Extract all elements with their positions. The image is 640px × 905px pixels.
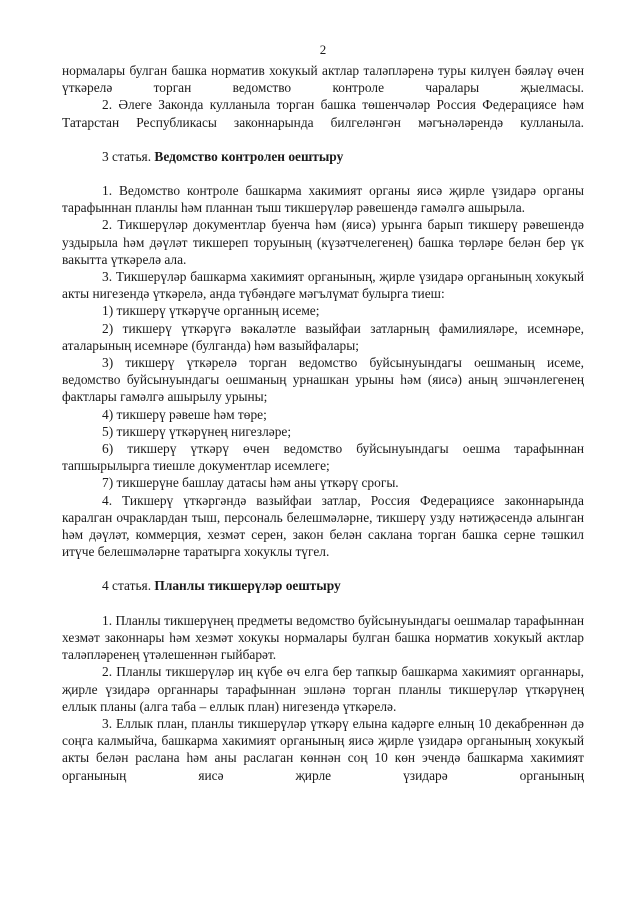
- paragraph: 2. Тикшерүләр документлар буенча һәм (яисә) урынга барып тикшерү рәвешендә уздырыла һәм дәүләт тикшереп торуының (күзәтчелегенең) башка төрләре белән бер үк вакытта үткәрелә ала.: [62, 217, 584, 267]
- paragraph: 2) тикшерү үткәрүгә вәкаләтле вазыйфаи затларның фамилияләре, исемнәре, аталарының исемнәре (булганда) һәм вазыйфалары;: [62, 320, 584, 353]
- paragraph: нормалары булган башка норматив хокукый актлар таләпләренә туры килүен бәяләү өчен үткәрелә торган ведомство контроле чаралары җыелмасы.: [62, 63, 584, 96]
- spacer: [62, 560, 584, 577]
- paragraph: 5) тикшерү үткәрүнең нигезләре;: [102, 423, 292, 439]
- paragraph: 1. Ведомство контроле башкарма хакимият органы яисә җирле үзидарә органы тарафыннан планлы һәм планнан тыш тикшерүләр рәвешендә гамәлгә ашырыла.: [62, 183, 584, 216]
- paragraph: 6) тикшерү үткәрү өчен ведомство буйсынуындагы оешма тарафыннан тапшырылырга тиешле документлар исемлеге;: [62, 441, 584, 474]
- paragraph: 7) тикшерүне башлау датасы һәм аны үткәрү срогы.: [102, 475, 399, 491]
- paragraph: 1) тикшерү үткәрүче органның исеме;: [102, 303, 320, 319]
- article-heading: [62, 148, 584, 165]
- paragraph: 4) тикшерү рәвеше һәм төре;: [102, 406, 267, 422]
- article-title: Ведомство контролен оештыру: [154, 148, 344, 164]
- article-number: 3 статья.: [102, 148, 155, 164]
- paragraph: 3. Еллык план, планлы тикшерүләр үткәрү елына кадәрге елның 10 декабреннән дә соңга калмыйча, башкарма хакимият органының яисә җирле үзидарә органының хокукый акты белән раслана һәм аны раслаган көннән соң 10 көн эчендә башкарма хакимият органының яисә җирле үзидарә органының: [62, 715, 584, 783]
- spacer: [62, 595, 584, 612]
- paragraph: 4. Тикшерү үткәргәндә вазыйфаи затлар, Россия Федерациясе законнарында каралган очраклардан тыш, персональ белешмәләрне, тикшерү узду нәтиҗәсендә алынган һәм дәүләт, коммерция, хезмәт серен, закон белән саклана торган башка серне тәшкил итүче белешмәләрне таратырга хокуклы түгел.: [62, 492, 584, 560]
- paragraph: 2. Әлеге Законда кулланыла торган башка төшенчәләр Россия Федерациясе һәм Татарстан Республикасы законнарында билгеләнгән мәгънәләрендә кулланыла.: [62, 97, 584, 130]
- spacer: [62, 131, 584, 148]
- article-heading: [62, 577, 584, 594]
- paragraph: 3. Тикшерүләр башкарма хакимият органының, җирле үзидарә органының хокукый акты нигезендә үткәрелә, анда түбәндәге мәгълүмат булырга тиеш:: [62, 269, 584, 302]
- article-title: Планлы тикшерүләр оештыру: [154, 578, 341, 594]
- page-number: 2: [319, 42, 327, 57]
- spacer: [62, 165, 584, 182]
- paragraph: 1. Планлы тикшерүнең предметы ведомство буйсынуындагы оешмалар тарафыннан хезмәт законнары һәм хезмәт хокукы нормалары булган башка норматив хокукый актлар таләпләренең үтәлешеннән гыйбарәт.: [62, 612, 584, 663]
- paragraph: 3) тикшерү үткәрелә торган ведомство буйсынуындагы оешманың исеме, ведомство буйсынуындагы оешманың урнашкан урыны һәм (яисә) аның эшчәнлегенең фактлары гамәлгә ашырылу урыны;: [62, 355, 584, 405]
- article-number: 4 статья.: [102, 578, 155, 594]
- paragraph: 2. Планлы тикшерүләр иң күбе өч елга бер тапкыр башкарма хакимият органнары, җирле үзидарә органнары тарафыннан эшләнә торган планлы тикшерүләр үткәрүнең еллык планы (алга таба – еллык план) нигезендә үткәрелә.: [62, 664, 584, 714]
- document-body: [62, 62, 584, 784]
